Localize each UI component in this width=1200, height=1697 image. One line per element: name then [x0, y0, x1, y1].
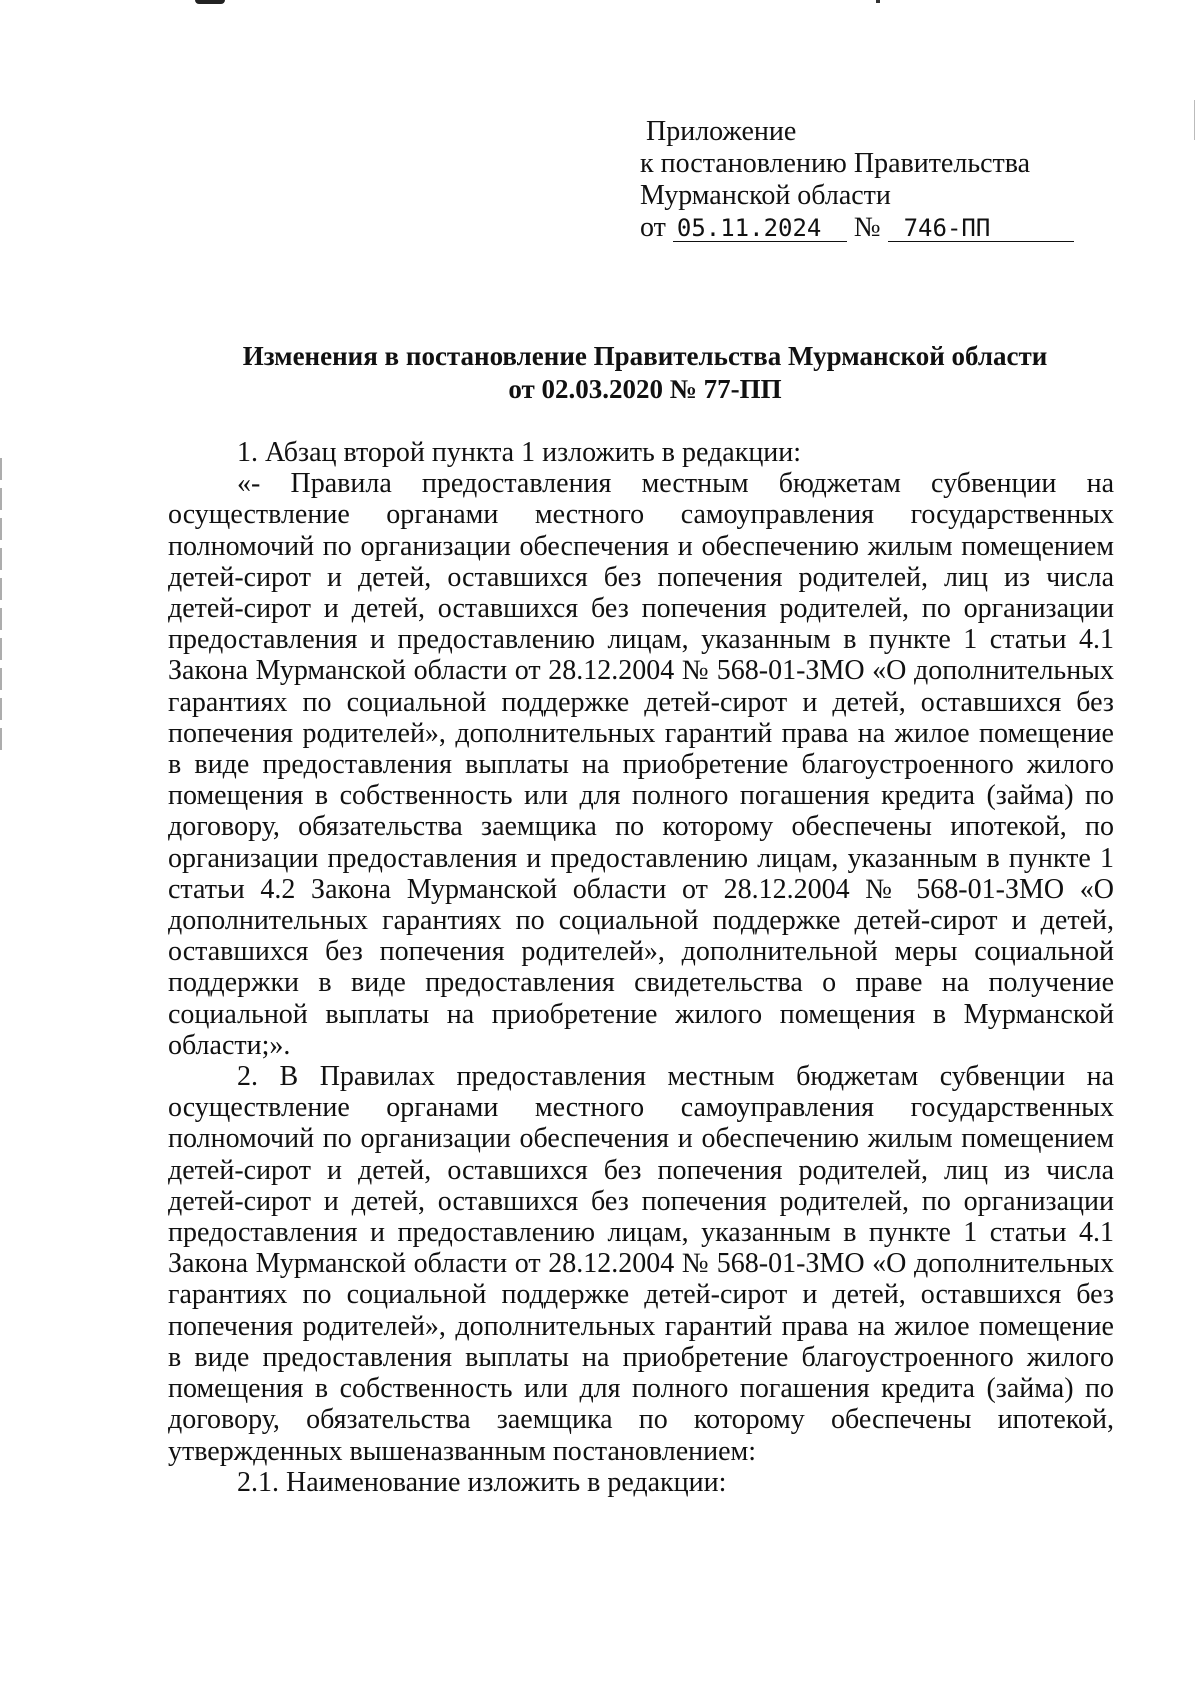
annex-number: 746-ПП	[888, 215, 1074, 242]
annex-header	[640, 116, 1074, 244]
scan-artifact-top-right	[876, 0, 880, 3]
document-title	[170, 340, 1120, 406]
scan-edge-right	[1194, 100, 1195, 140]
annex-line-1: Приложение	[646, 116, 797, 147]
paragraph-1: 1. Абзац второй пункта 1 изложить в редакции:	[237, 437, 802, 468]
paragraph-3: 2. В Правилах предоставления местным бюджетам субвенции на осуществление органами местного самоуправления государственных полномочий по организации обеспечения и обеспечению жилым помещением детей-сирот и детей, оставшихся без попечения родителей, лиц из числа детей-сирот и детей, оставшихся без попечения родителей, по организации предоставления и предоставлению лицам, указанным в пункте 1 статьи 4.1 Закона Мурманской области от 28.12.2004 № 568-01-ЗМО «О дополнительных гарантиях по социальной поддержке детей-сирот и детей, оставшихся без попечения родителей», дополнительных гарантий права на жилое помещение в виде предоставления выплаты на приобретение благоустроенного жилого помещения в собственность или для полного погашения кредита (займа) по договору, обязательства заемщика по которому обеспечены ипотекой, утвержденных вышеназванным постановлением:	[168, 1061, 1114, 1467]
annex-date-line	[640, 212, 1074, 244]
document-body	[168, 437, 1114, 1498]
annex-from-label: от	[640, 212, 666, 243]
scan-artifact-top	[195, 0, 225, 4]
paragraph-4: 2.1. Наименование изложить в редакции:	[237, 1466, 727, 1498]
scan-edge-left	[0, 458, 2, 758]
annex-date: 05.11.2024	[673, 215, 847, 242]
annex-line-2: к постановлению Правительства	[640, 148, 1031, 179]
annex-line-3: Мурманской области	[640, 180, 891, 211]
annex-number-label: №	[853, 212, 881, 243]
paragraph-2: «- Правила предоставления местным бюджетам субвенции на осуществление органами местного самоуправления государственных полномочий по организации обеспечения и обеспечению жилым помещением детей-сирот и детей, оставшихся без попечения родителей, лиц из числа детей-сирот и детей, оставшихся без попечения родителей, по организации предоставления и предоставлению лицам, указанным в пункте 1 статьи 4.1 Закона Мурманской области от 28.12.2004 № 568-01-ЗМО «О дополнительных гарантиях по социальной поддержке детей-сирот и детей, оставшихся без попечения родителей», дополнительных гарантий права на жилое помещение в виде предоставления выплаты на приобретение благоустроенного жилого помещения в собственность или для полного погашения кредита (займа) по договору, обязательства заемщика по которому обеспечены ипотекой, по организации предоставления и предоставлению лицам, указанным в пункте 1 статьи 4.2 Закона Мурманской области от 28.12.2004 № 568-01-ЗМО «О дополнительных гарантиях по социальной поддержке детей-сирот и детей, оставшихся без попечения родителей», дополнительной меры социальной поддержки в виде предоставления свидетельства о праве на получение социальной выплаты на приобретение жилого помещения в Мурманской области;».	[168, 468, 1114, 1061]
title-line-1: Изменения в постановление Правительства Мурманской области	[242, 341, 1048, 371]
title-line-2: от 02.03.2020 № 77-ПП	[508, 374, 782, 404]
